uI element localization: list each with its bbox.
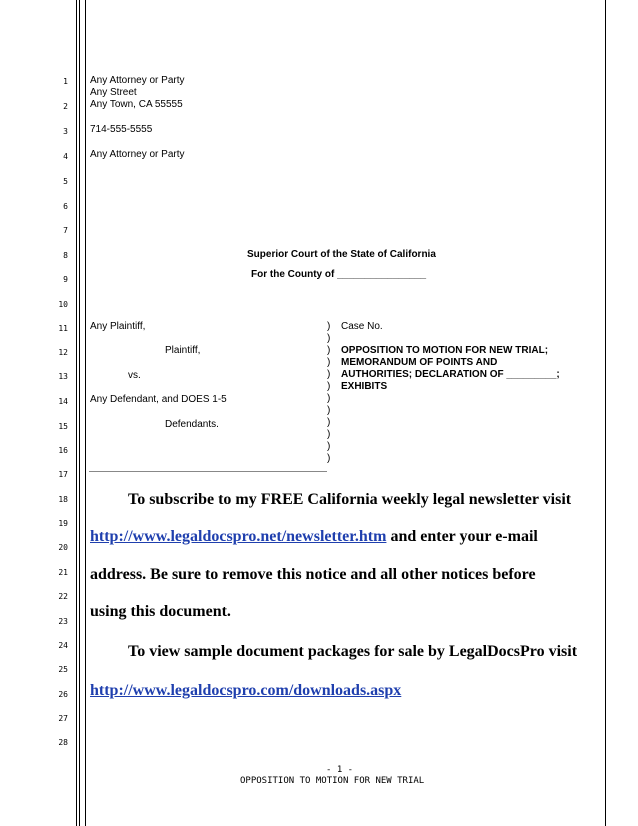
left-margin-rule bbox=[79, 0, 80, 826]
line-number: 27 bbox=[58, 714, 68, 723]
newsletter-link[interactable]: http://www.legaldocspro.net/newsletter.htm bbox=[90, 528, 387, 545]
line-number: 20 bbox=[58, 543, 68, 552]
line-number: 25 bbox=[58, 665, 68, 674]
line-number: 3 bbox=[63, 127, 68, 136]
caption-paren: ) bbox=[327, 429, 331, 440]
line-number: 1 bbox=[63, 77, 68, 86]
caption-paren: ) bbox=[327, 453, 331, 464]
caption-paren: ) bbox=[327, 393, 331, 404]
line-number: 5 bbox=[63, 177, 68, 186]
versus-label: vs. bbox=[128, 370, 141, 381]
line-number: 7 bbox=[63, 226, 68, 235]
attorney-city: Any Town, CA 55555 bbox=[90, 99, 183, 110]
line-number: 19 bbox=[58, 519, 68, 528]
court-county: For the County of ________________ bbox=[251, 269, 427, 280]
line-number: 16 bbox=[58, 446, 68, 455]
line-number: 15 bbox=[58, 422, 68, 431]
attorney-for: Any Attorney or Party bbox=[90, 149, 185, 160]
plaintiff-name: Any Plaintiff, bbox=[90, 321, 146, 332]
caption-paren: ) bbox=[327, 333, 331, 344]
attorney-phone: 714-555-5555 bbox=[90, 124, 153, 135]
document-title-line: MEMORANDUM OF POINTS AND bbox=[341, 357, 498, 368]
line-number: 26 bbox=[58, 690, 68, 699]
notice-line bbox=[90, 682, 401, 700]
line-number: 2 bbox=[63, 102, 68, 111]
downloads-link[interactable]: http://www.legaldocspro.com/downloads.aspx bbox=[90, 682, 402, 699]
notice-line: address. Be sure to remove this notice and all other notices before bbox=[90, 566, 536, 583]
notice-line: http://www.legaldocspro.net/newsletter.htm and enter your e-mail bbox=[90, 528, 538, 545]
line-number: 6 bbox=[63, 202, 68, 211]
defendant-label: Defendants. bbox=[165, 419, 219, 430]
line-number: 22 bbox=[58, 592, 68, 601]
notice-line: To view sample document packages for sale by LegalDocsPro visit bbox=[128, 643, 578, 660]
court-name: Superior Court of the State of California bbox=[247, 249, 436, 260]
right-margin-rule bbox=[605, 0, 606, 826]
caption-paren: ) bbox=[327, 405, 331, 416]
footer-title: OPPOSITION TO MOTION FOR NEW TRIAL bbox=[240, 776, 425, 786]
caption-paren: ) bbox=[327, 441, 331, 452]
caption-divider bbox=[89, 471, 327, 472]
case-number-label: Case No. bbox=[341, 321, 383, 332]
caption-paren: ) bbox=[327, 357, 331, 368]
line-number: 28 bbox=[58, 738, 68, 747]
line-number: 23 bbox=[58, 617, 68, 626]
left-margin-rule bbox=[85, 0, 86, 826]
line-number: 4 bbox=[63, 152, 68, 161]
line-number: 13 bbox=[58, 372, 68, 381]
document-title-line: AUTHORITIES; DECLARATION OF _________; bbox=[341, 369, 560, 380]
defendant-name: Any Defendant, and DOES 1-5 bbox=[90, 394, 227, 405]
caption-paren: ) bbox=[327, 417, 331, 428]
notice-line: To subscribe to my FREE California weekly legal newsletter visit bbox=[128, 491, 572, 508]
document-title-line: EXHIBITS bbox=[341, 381, 388, 392]
line-number: 17 bbox=[58, 470, 68, 479]
line-number: 10 bbox=[58, 300, 68, 309]
line-number: 18 bbox=[58, 495, 68, 504]
left-margin-rule bbox=[76, 0, 77, 826]
caption-paren: ) bbox=[327, 321, 331, 332]
caption-paren: ) bbox=[327, 381, 331, 392]
caption-paren: ) bbox=[327, 345, 331, 356]
line-number: 8 bbox=[63, 251, 68, 260]
line-number: 12 bbox=[58, 348, 68, 357]
line-number: 21 bbox=[58, 568, 68, 577]
line-number: 14 bbox=[58, 397, 68, 406]
line-number: 24 bbox=[58, 641, 68, 650]
page-number: - 1 - bbox=[326, 765, 354, 775]
plaintiff-label: Plaintiff, bbox=[165, 345, 201, 356]
caption-paren: ) bbox=[327, 369, 331, 380]
attorney-name: Any Attorney or Party bbox=[90, 75, 185, 86]
document-title-line: OPPOSITION TO MOTION FOR NEW TRIAL; bbox=[341, 345, 549, 356]
attorney-street: Any Street bbox=[90, 87, 137, 98]
line-number: 9 bbox=[63, 275, 68, 284]
notice-line: using this document. bbox=[90, 603, 231, 620]
line-number: 11 bbox=[58, 324, 68, 333]
